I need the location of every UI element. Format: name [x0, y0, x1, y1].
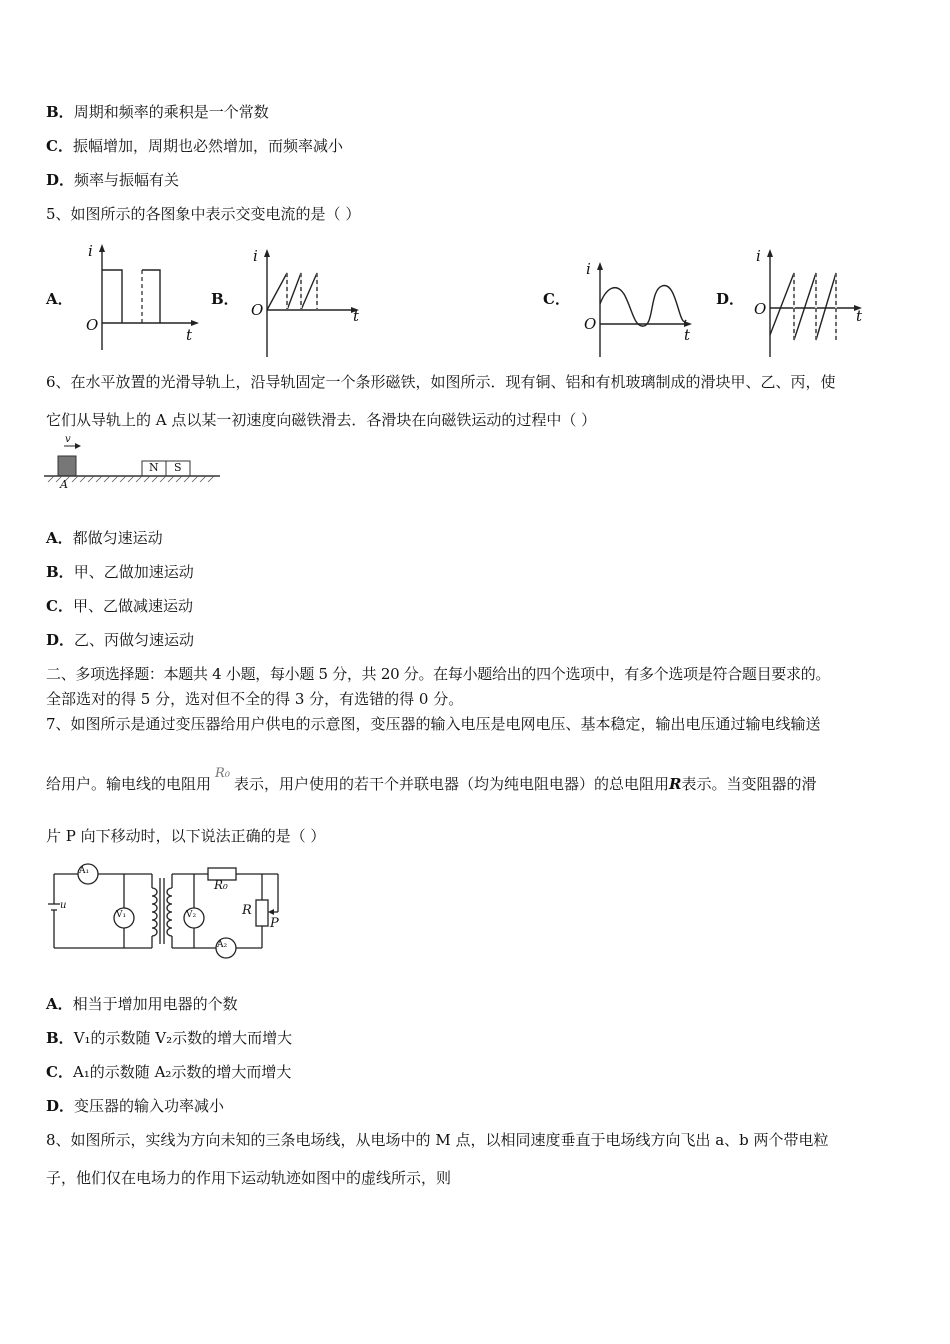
q7-stem-line-2: 给用户。输电线的电阻用R₀表示，用户使用的若干个并联电器（均为纯电阻电器）的总电阻用R表示。当变阻器的滑 [46, 773, 904, 797]
q5-graph-c [578, 258, 703, 360]
q5a-axis-i: i [88, 242, 93, 260]
q4-option-d: D．频率与振幅有关 [46, 171, 180, 189]
q7-voltmeter-v1: V₁ [116, 910, 127, 920]
q7-stem-line-1: 7、如图所示是通过变压器给用户供电的示意图，变压器的输入电压是电网电压、基本稳定，输出电压通过输电线输送 [46, 715, 821, 733]
q7-ammeter-a2: A₂ [217, 940, 228, 950]
q5a-origin: O [86, 316, 99, 334]
q7-resistor-r-label: R [242, 903, 252, 918]
q7-resistor-r0-label: R₀ [214, 878, 228, 892]
q7-option-b: B．V₁的示数随 V₂示数的增大而增大 [46, 1029, 293, 1047]
q7-transformer-circuit [44, 860, 289, 968]
q5b-origin: O [251, 301, 264, 319]
q7-ammeter-a1: A₁ [79, 866, 90, 876]
section2-header-line-1: 二、多项选择题：本题共 4 小题，每小题 5 分，共 20 分。在每小题给出的四个选项中，有多个选项是符合题目要求的。 [46, 665, 831, 683]
q8-stem-line-2: 子，他们仅在电场力的作用下运动轨迹如图中的虚线所示，则 [46, 1169, 452, 1187]
q7-stem-line-3: 片 P 向下移动时，以下说法正确的是（ ） [46, 827, 326, 845]
q7-voltmeter-v2: V₂ [186, 910, 197, 920]
q8-stem-line-1: 8、如图所示，实线为方向未知的三条电场线，从电场中的 M 点，以相同速度垂直于电场线方向飞出 a、b 两个带电粒 [46, 1131, 829, 1149]
q6-point-a-label: A [60, 478, 68, 491]
q6-stem-line-1: 6、在水平放置的光滑导轨上，沿导轨固定一个条形磁铁，如图所示．现有铜、铝和有机玻璃制成的滑块甲、乙、丙，使 [46, 373, 836, 391]
section2-header-line-2: 全部选对的得 5 分，选对但不全的得 3 分，有选错的得 0 分。 [46, 690, 464, 708]
q5b-axis-t: t [353, 307, 360, 325]
q5-graph-d [748, 245, 873, 360]
q5c-origin: O [584, 315, 597, 333]
q6-option-b: B．甲、乙做加速运动 [46, 563, 194, 581]
q7-option-c: C．A₁的示数随 A₂示数的增大而增大 [46, 1063, 292, 1081]
q6-option-d: D．乙、丙做匀速运动 [46, 631, 195, 649]
q5d-origin: O [754, 300, 767, 318]
q6-stem-line-2: 它们从导轨上的 A 点以某一初速度向磁铁滑去．各滑块在向磁铁运动的过程中（ ） [46, 411, 597, 429]
q5-label-b: B． [211, 290, 239, 308]
q5d-axis-i: i [756, 247, 761, 265]
q5-graph-a [80, 240, 205, 358]
q5b-axis-i: i [253, 247, 258, 265]
q7-r0-symbol: R₀ [215, 766, 231, 781]
q6-magnet-n: N [149, 461, 159, 474]
q6-option-a: A．都做匀速运动 [46, 529, 163, 547]
q5-stem: 5、如图所示的各图象中表示交变电流的是（ ） [46, 205, 361, 223]
q4-option-b: B．周期和频率的乘积是一个常数 [46, 103, 269, 121]
q5c-axis-t: t [684, 326, 691, 344]
q6-magnet-s: S [174, 461, 182, 474]
q5c-axis-i: i [586, 260, 591, 278]
q6-option-c: C．甲、乙做减速运动 [46, 597, 193, 615]
q4-option-c: C．振幅增加，周期也必然增加，而频率减小 [46, 137, 343, 155]
q7-r-symbol: R [669, 775, 682, 793]
q7-slider-p-label: P [270, 916, 279, 931]
q5-graph-b [245, 245, 370, 360]
q5d-axis-t: t [856, 307, 863, 325]
q6-figure-magnet-rail [44, 434, 222, 492]
q5-label-c: C． [543, 290, 570, 308]
q7-source-u-label: u [60, 900, 67, 911]
q6-velocity-label: v [65, 434, 71, 445]
q5-label-a: A． [46, 290, 73, 308]
q7-option-d: D．变压器的输入功率减小 [46, 1097, 225, 1115]
q7-option-a: A．相当于增加用电器的个数 [46, 995, 238, 1013]
q5-label-d: D． [716, 290, 745, 308]
q5a-axis-t: t [186, 326, 193, 344]
